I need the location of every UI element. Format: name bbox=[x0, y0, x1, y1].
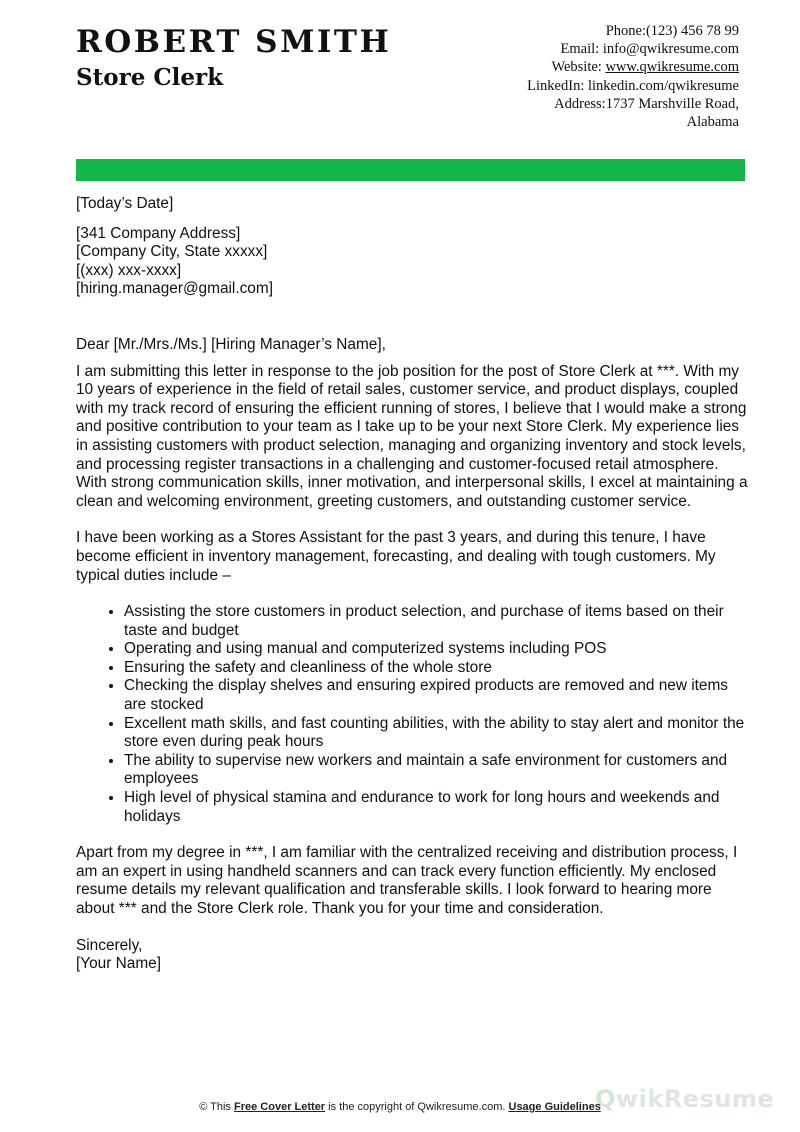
watermark-q: Q bbox=[595, 1085, 616, 1113]
paragraph-closing: Apart from my degree in ***, I am familiar with the centralized receiving and distribution process, I am an expert in using handheld scanners and can track every function efficiently. My enclosed resume details my relevant qualification and transferable skills. I look forward to hearing more about *** and the Store Clerk role. Thank you for your time and consideration. bbox=[76, 844, 738, 917]
recipient-line: [hiring.manager@gmail.com] bbox=[76, 280, 273, 298]
contact-block bbox=[439, 22, 739, 131]
contact-linkedin: LinkedIn: linkedin.com/qwikresume bbox=[527, 77, 739, 94]
contact-address-line2: Alabama bbox=[686, 114, 739, 131]
duties-list bbox=[76, 603, 748, 826]
usage-guidelines-link[interactable]: Usage Guidelines bbox=[508, 1101, 601, 1113]
website-link[interactable]: www.qwikresume.com bbox=[605, 59, 739, 76]
resume-header bbox=[0, 0, 800, 160]
closing-word: Sincerely, bbox=[76, 936, 143, 954]
contact-email: Email: info@qwikresume.com bbox=[560, 41, 739, 58]
recipient-line: [(xxx) xxx-xxxx] bbox=[76, 261, 182, 279]
duty-item: • High level of physical stamina and endurance to work for long hours and weekends and holidays bbox=[124, 789, 748, 826]
footer-prefix: © This bbox=[199, 1101, 234, 1113]
contact-website bbox=[439, 58, 739, 76]
website-label: Website: bbox=[551, 59, 606, 76]
paragraph-intro: I am submitting this letter in response to the job position for the post of Store Clerk at ***. With my 10 years of experience in the field of retail sales, customer service, and product displays, coupled with my track record of ensuring the efficient running of stores, I believe that I would make a strong and positive contribution to your team as I take up to be your next Store Clerk. My experience lies in assisting customers with product selection, managing and organizing inventory and stock levels, and processing register transactions in a challenging and customer-focused retail atmosphere. With strong communication skills, inner motivation, and interpersonal skills, I excel at maintaining a clean and welcoming environment, greeting customers, and outstanding customer service. bbox=[76, 362, 748, 510]
accent-divider-bar bbox=[76, 159, 745, 181]
job-title: Store Clerk bbox=[76, 64, 224, 91]
closing-block bbox=[76, 937, 748, 974]
applicant-name: ROBERT SMITH bbox=[76, 24, 392, 60]
duty-item: • The ability to supervise new workers and maintain a safe environment for customers and employees bbox=[124, 752, 748, 789]
letter-date: [Today’s Date] bbox=[76, 195, 174, 212]
free-cover-letter-link[interactable]: Free Cover Letter bbox=[234, 1101, 326, 1113]
watermark-rest: wikResume bbox=[615, 1085, 775, 1113]
duty-item: • Assisting the store customers in product selection, and purchase of items based on their taste and budget bbox=[124, 603, 748, 640]
duty-item: • Ensuring the safety and cleanliness of the whole store bbox=[124, 659, 748, 678]
salutation: Dear [Mr./Mrs./Ms.] [Hiring Manager’s Name], bbox=[76, 335, 386, 353]
copyright-footer bbox=[0, 1101, 800, 1113]
duty-item: • Checking the display shelves and ensuring expired products are removed and new items are stocked bbox=[124, 677, 748, 714]
recipient-line: [Company City, State xxxxx] bbox=[76, 243, 268, 261]
duty-item: • Operating and using manual and computerized systems including POS bbox=[124, 640, 748, 659]
contact-address-line1: Address:1737 Marshville Road, bbox=[554, 95, 739, 112]
letter-body bbox=[76, 195, 748, 974]
recipient-address bbox=[76, 225, 748, 299]
signature-name: [Your Name] bbox=[76, 955, 161, 973]
footer-middle: is the copyright of Qwikresume.com. bbox=[325, 1101, 509, 1113]
paragraph-experience: I have been working as a Stores Assistant for the past 3 years, and during this tenure, I have become efficient in inventory management, forecasting, and dealing with tough customers. My typical duties include – bbox=[76, 529, 716, 584]
contact-phone: Phone:(123) 456 78 99 bbox=[605, 23, 739, 39]
recipient-line: [341 Company Address] bbox=[76, 224, 241, 242]
duty-item: • Excellent math skills, and fast counting abilities, with the ability to stay alert and monitor the store even during peak hours bbox=[124, 715, 748, 752]
